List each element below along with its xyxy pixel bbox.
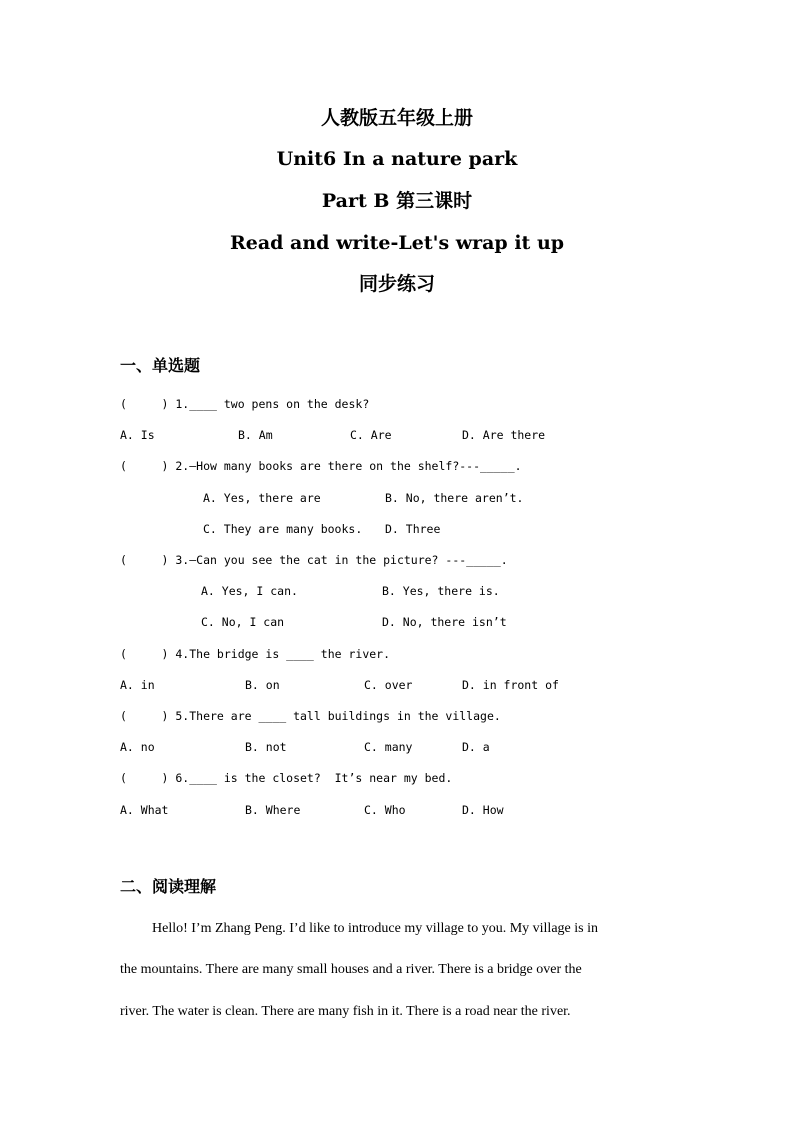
option-a: A. in bbox=[120, 678, 155, 692]
option-c: C. over bbox=[364, 678, 413, 692]
option-c: C. No, I can bbox=[201, 615, 285, 629]
option-c: C. Are bbox=[350, 428, 392, 442]
question-stem: ( ) 4.The bridge is ____ the river. bbox=[120, 647, 391, 661]
option-b: B. No, there aren’t. bbox=[385, 491, 524, 505]
doc-title-lesson: Read and write-Let's wrap it up bbox=[229, 232, 565, 254]
option-d: D. No, there isn’t bbox=[382, 615, 507, 629]
doc-title-part: Part B 第三课时 bbox=[321, 190, 473, 212]
reading-passage-line: Hello! I’m Zhang Peng. I’d like to introduce my village to you. My village is in bbox=[152, 921, 598, 936]
question-stem: ( ) 6.____ is the closet? It’s near my bed. bbox=[120, 771, 453, 785]
section-heading-single-choice: 一、单选题 bbox=[120, 356, 201, 375]
option-b: B. Am bbox=[238, 428, 273, 442]
option-a: A. Yes, there are bbox=[203, 491, 321, 505]
option-a: A. Is bbox=[120, 428, 155, 442]
option-d: D. Are there bbox=[462, 428, 546, 442]
option-d: D. Three bbox=[385, 522, 441, 536]
option-c: C. They are many books. bbox=[203, 522, 363, 536]
doc-title-unit: Unit6 In a nature park bbox=[276, 148, 518, 170]
question-stem: ( ) 1.____ two pens on the desk? bbox=[120, 397, 370, 411]
option-c: C. Who bbox=[364, 803, 406, 817]
option-b: B. not bbox=[245, 740, 287, 754]
option-b: B. Yes, there is. bbox=[382, 584, 500, 598]
option-b: B. Where bbox=[245, 803, 301, 817]
section-heading-reading: 二、阅读理解 bbox=[120, 877, 217, 896]
reading-passage-line: river. The water is clean. There are many fish in it. There is a road near the river. bbox=[120, 1004, 571, 1019]
doc-title-practice: 同步练习 bbox=[358, 273, 435, 295]
option-a: A. no bbox=[120, 740, 155, 754]
question-stem: ( ) 3.—Can you see the cat in the picture? ---_____. bbox=[120, 553, 508, 567]
option-d: D. How bbox=[462, 803, 504, 817]
question-stem: ( ) 2.—How many books are there on the shelf?---_____. bbox=[120, 459, 522, 473]
reading-passage-line: the mountains. There are many small houses and a river. There is a bridge over the bbox=[120, 962, 582, 977]
option-d: D. in front of bbox=[462, 678, 559, 692]
doc-title-grade: 人教版五年级上册 bbox=[320, 107, 473, 129]
option-a: A. Yes, I can. bbox=[201, 584, 298, 598]
option-a: A. What bbox=[120, 803, 169, 817]
option-b: B. on bbox=[245, 678, 280, 692]
option-d: D. a bbox=[462, 740, 490, 754]
question-stem: ( ) 5.There are ____ tall buildings in the village. bbox=[120, 709, 501, 723]
option-c: C. many bbox=[364, 740, 413, 754]
